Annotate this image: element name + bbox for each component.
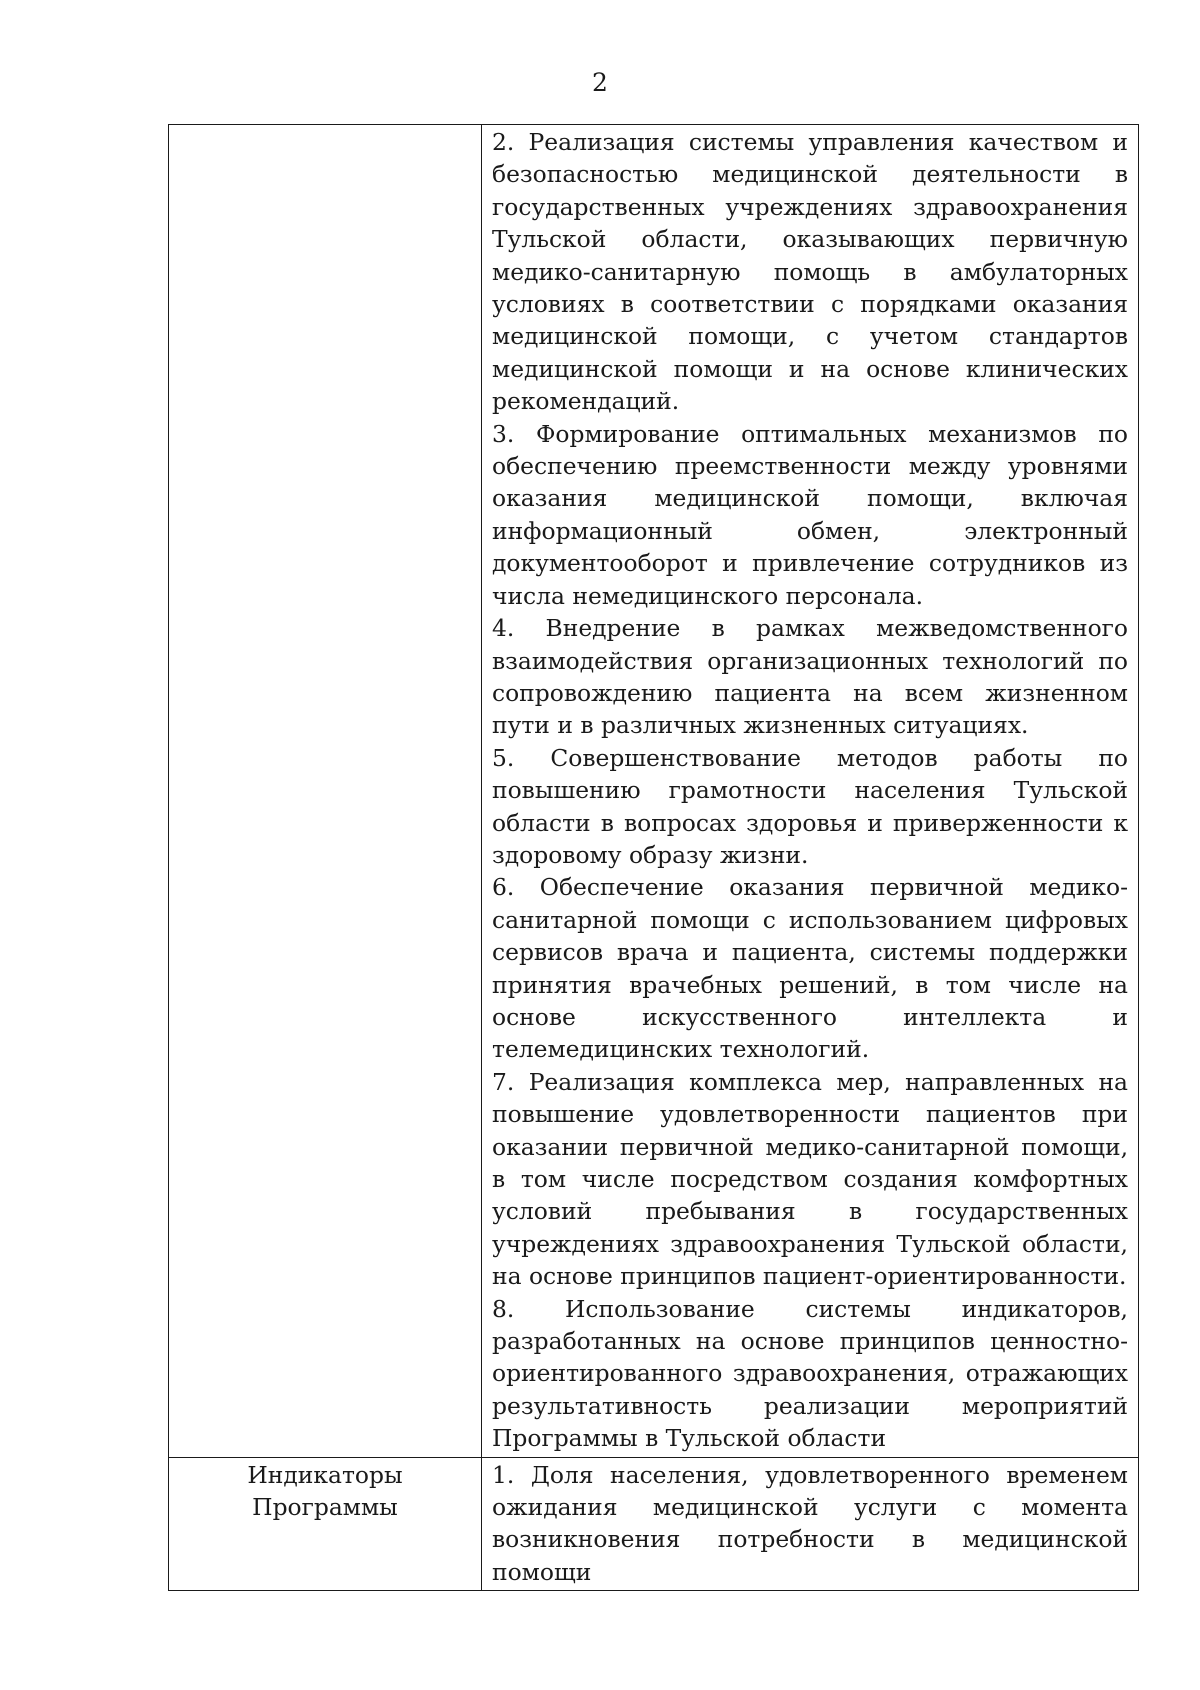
task-item-4: 4. Внедрение в рамках межведомственного взаимодействия организационных технологий по сопровождению пациента на всем жизненном пути и в различных жизненных ситуациях.	[492, 614, 1128, 740]
table-row-indicators	[169, 1457, 1139, 1591]
program-passport-table	[168, 124, 1139, 1591]
row-content-cell	[482, 125, 1139, 1458]
task-item-8: 8. Использование системы индикаторов, разработанных на основе принципов ценностно-ориентированного здравоохранения, отражающих результативность реализации мероприятий Программы в Тульской области	[492, 1294, 1128, 1453]
row-content-cell	[482, 1457, 1139, 1591]
task-item-6: 6. Обеспечение оказания первичной медико-санитарной помощи с использованием цифровых сервисов врача и пациента, системы поддержки принятия врачебных решений, в том числе на основе искусственного интеллекта и телемедицинских технологий.	[492, 873, 1128, 1064]
task-item-3: 3. Формирование оптимальных механизмов по обеспечению преемственности между уровнями оказания медицинской помощи, включая информационный обмен, электронный документооборот и привлечение сотрудников из числа немедицинского персонала.	[492, 419, 1128, 610]
row-label-line: Индикаторы	[247, 1460, 403, 1489]
indicator-item-1: 1. Доля населения, удовлетворенного временем ожидания медицинской услуги с момента возникновения потребности в медицинской помощи	[492, 1460, 1128, 1586]
row-label-line: Программы	[252, 1493, 398, 1522]
task-item-7: 7. Реализация комплекса мер, направленных на повышение удовлетворенности пациентов при оказании первичной медико-санитарной помощи, в том числе посредством создания комфортных условий пребывания в государственных учреждениях здравоохранения Тульской области, на основе принципов пациент-ориентированности.	[492, 1067, 1128, 1291]
page-number: 2	[592, 68, 608, 97]
row-label-cell	[169, 125, 482, 1458]
row-label-cell	[169, 1457, 482, 1591]
task-item-5: 5. Совершенствование методов работы по повышению грамотности населения Тульской области в вопросах здоровья и приверженности к здоровому образу жизни.	[492, 743, 1128, 869]
task-item-2: 2. Реализация системы управления качеством и безопасностью медицинской деятельности в государственных учреждениях здравоохранения Тульской области, оказывающих первичную медико-санитарную помощь в амбулаторных условиях в соответствии с порядками оказания медицинской помощи, с учетом стандартов медицинской помощи и на основе клинических рекомендаций.	[492, 128, 1128, 416]
table-row-tasks	[169, 125, 1139, 1458]
